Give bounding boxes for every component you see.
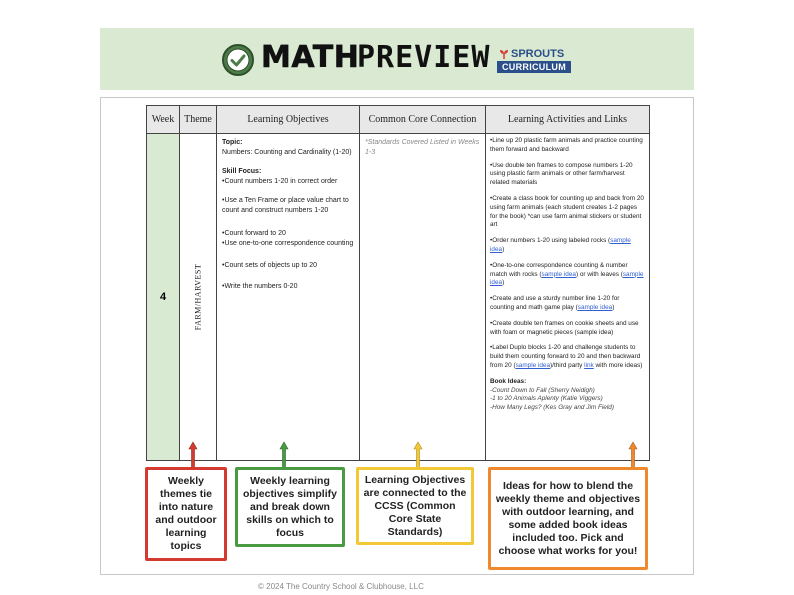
activities-cell (486, 134, 650, 461)
header-activities: Learning Activities and Links (486, 106, 650, 134)
book-ideas-label: Book Ideas: (490, 377, 527, 385)
activity-item: •Line up 20 plastic farm animals and practice counting them forward and backward (490, 137, 643, 153)
header-theme: Theme (180, 106, 217, 134)
activity-item: •Use double ten frames to compose numbers 1-20 using plastic farm animals or other farm/harvest related materials (490, 161, 633, 187)
title-math: MATH (261, 40, 360, 75)
sample-idea-link[interactable]: sample idea (577, 303, 613, 311)
header-week: Week (147, 106, 180, 134)
callout-themes: Weekly themes tie into nature and outdoor learning topics (145, 467, 227, 561)
sample-idea-link[interactable]: sample idea (515, 361, 551, 369)
activity-item: •One-to-one correspondence counting & number match with rocks (sample idea) or with leaves (sample idea) (490, 261, 644, 287)
callout-objectives: Weekly learning objectives simplify and break down skills on which to focus (235, 467, 345, 547)
topic-label: Topic: (222, 139, 243, 146)
activity-item: •Order numbers 1-20 using labeled rocks (sample idea) (490, 237, 631, 253)
week-cell: 4 (147, 134, 180, 461)
activity-item: •Label Duplo blocks 1-20 and challenge students to build them counting forward to 20 and then backward from 20 (sample idea)/third party link with more ideas) (490, 344, 643, 369)
skill-item: •Count numbers 1-20 in correct order (222, 178, 338, 185)
book-item: -How Many Legs? (Kes Gray and Jim Field) (490, 404, 614, 412)
logo-top-text: SPROUTS (511, 48, 565, 60)
sprout-icon (499, 49, 509, 59)
lesson-plan-table (146, 105, 650, 461)
topic-text: Numbers: Counting and Cardinality (1-20) (222, 149, 352, 156)
callout-common-core: Learning Objectives are connected to the CCSS (Common Core State Standards) (356, 467, 474, 545)
activity-item: •Create a class book for counting up and back from 20 using farm animals (each student creates 1-2 pages for the book) *can use farm animal stickers or student art (490, 194, 644, 229)
table-row (147, 134, 650, 461)
skill-item: •Count forward to 20 (222, 230, 286, 237)
common-core-cell: *Standards Covered Listed in Weeks 1-3 (360, 134, 486, 461)
green-arrow-icon (279, 441, 289, 469)
book-item: -1 to 20 Animals Aplenty (Katie Viggers) (490, 395, 603, 403)
callout-activities: Ideas for how to blend the weekly theme and objectives with outdoor learning, and some added book ideas included too. Pick and choose what works for you! (488, 467, 648, 570)
sample-idea-link[interactable]: sample idea (490, 237, 631, 253)
skill-item: •Count sets of objects up to 20 (222, 262, 318, 269)
red-arrow-icon (188, 441, 198, 469)
yellow-arrow-icon (413, 441, 423, 469)
sprouts-logo (497, 48, 571, 74)
theme-cell (180, 134, 217, 461)
skill-item: •Use a Ten Frame or place value chart to count and construct numbers 1-20 (222, 197, 349, 214)
table-header-row (147, 106, 650, 134)
header-common-core: Common Core Connection (360, 106, 486, 134)
skill-label: Skill Focus: (222, 168, 262, 175)
skill-item: •Write the numbers 0-20 (222, 283, 298, 290)
theme-text: FARM/HARVEST (193, 263, 203, 331)
sample-idea-link[interactable]: sample idea (541, 270, 576, 278)
title-preview: PREVIEW (357, 40, 491, 75)
sample-idea-link[interactable]: sample idea (490, 270, 644, 287)
copyright-text: © 2024 The Country School & Clubhouse, LLC (258, 582, 424, 591)
activity-item: •Create and use a sturdy number line 1-20 for counting and math game play (sample idea) (490, 295, 620, 311)
skill-item: •Use one-to-one correspondence counting (222, 240, 354, 247)
third-party-link[interactable]: link (584, 361, 594, 369)
orange-arrow-icon (628, 441, 638, 469)
objectives-cell (217, 134, 360, 461)
check-circle-icon (222, 44, 254, 76)
book-item: -Count Down to Fall (Sherry Neidigh) (490, 386, 595, 394)
header-objectives: Learning Objectives (217, 106, 360, 134)
activity-item: •Create double ten frames on cookie sheets and use with foam or magnetic pieces (sample idea) (490, 319, 639, 336)
logo-bottom-text: CURRICULUM (497, 61, 571, 73)
